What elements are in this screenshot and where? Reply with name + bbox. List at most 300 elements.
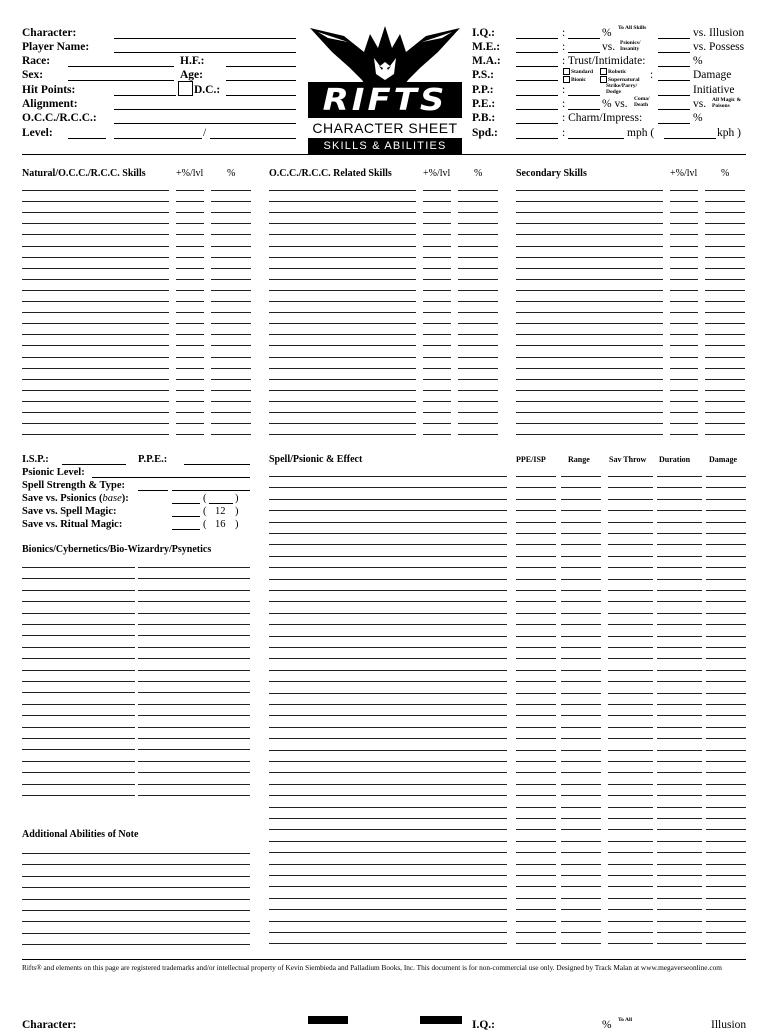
spell-name-field[interactable]	[269, 499, 507, 500]
spell-damage-field[interactable]	[706, 875, 746, 876]
spell-cost-field[interactable]	[516, 864, 556, 865]
natural-skill-pct-field[interactable]	[211, 323, 251, 324]
related-skill-bonus-field[interactable]	[423, 412, 451, 413]
related-skill-name-field[interactable]	[269, 234, 416, 235]
pe-magic-field[interactable]	[658, 109, 690, 110]
additional-ability-field[interactable]	[22, 876, 250, 877]
ma-field[interactable]	[516, 66, 558, 67]
spell-name-field[interactable]	[269, 886, 507, 887]
ps-damage-field[interactable]	[658, 80, 690, 81]
ps-option-bionic[interactable]: Bionic	[563, 76, 586, 83]
spell-cost-field[interactable]	[516, 556, 556, 557]
related-skill-name-field[interactable]	[269, 334, 416, 335]
spell-save-field[interactable]	[608, 784, 653, 785]
spell-duration-field[interactable]	[657, 476, 702, 477]
spell-name-field[interactable]	[269, 852, 507, 853]
secondary-skill-pct-field[interactable]	[705, 201, 745, 202]
spell-damage-field[interactable]	[706, 704, 746, 705]
spell-range-field[interactable]	[561, 909, 601, 910]
spell-save-field[interactable]	[608, 510, 653, 511]
bionics-right-field[interactable]	[138, 670, 250, 671]
additional-ability-field[interactable]	[22, 933, 250, 934]
spell-save-field[interactable]	[608, 841, 653, 842]
spell-range-field[interactable]	[561, 510, 601, 511]
spell-duration-field[interactable]	[657, 818, 702, 819]
spell-range-field[interactable]	[561, 784, 601, 785]
natural-skill-name-field[interactable]	[22, 401, 169, 402]
spell-cost-field[interactable]	[516, 693, 556, 694]
spell-duration-field[interactable]	[657, 522, 702, 523]
natural-skill-name-field[interactable]	[22, 323, 169, 324]
related-skill-bonus-field[interactable]	[423, 290, 451, 291]
spell-save-field[interactable]	[608, 556, 653, 557]
bionics-left-field[interactable]	[22, 738, 135, 739]
pe-field[interactable]	[516, 109, 558, 110]
spell-duration-field[interactable]	[657, 624, 702, 625]
spell-damage-field[interactable]	[706, 510, 746, 511]
spell-range-field[interactable]	[561, 727, 601, 728]
bionics-right-field[interactable]	[138, 727, 250, 728]
spell-name-field[interactable]	[269, 898, 507, 899]
spell-name-field[interactable]	[269, 590, 507, 591]
spell-type-field[interactable]	[172, 490, 250, 491]
dc-field[interactable]	[226, 95, 296, 96]
bionics-left-field[interactable]	[22, 601, 135, 602]
spell-name-field[interactable]	[269, 841, 507, 842]
secondary-skill-bonus-field[interactable]	[670, 323, 698, 324]
related-skill-name-field[interactable]	[269, 390, 416, 391]
spell-duration-field[interactable]	[657, 795, 702, 796]
secondary-skill-name-field[interactable]	[516, 257, 663, 258]
spell-range-field[interactable]	[561, 658, 601, 659]
spell-duration-field[interactable]	[657, 715, 702, 716]
spell-range-field[interactable]	[561, 613, 601, 614]
save-psionics-base-line[interactable]	[209, 503, 233, 504]
secondary-skill-name-field[interactable]	[516, 190, 663, 191]
spell-range-field[interactable]	[561, 533, 601, 534]
spell-range-field[interactable]	[561, 898, 601, 899]
secondary-skill-pct-field[interactable]	[705, 246, 745, 247]
spell-cost-field[interactable]	[516, 567, 556, 568]
spell-duration-field[interactable]	[657, 556, 702, 557]
spell-save-field[interactable]	[608, 613, 653, 614]
secondary-skill-name-field[interactable]	[516, 368, 663, 369]
related-skill-name-field[interactable]	[269, 379, 416, 380]
related-skill-bonus-field[interactable]	[423, 323, 451, 324]
spell-range-field[interactable]	[561, 921, 601, 922]
natural-skill-pct-field[interactable]	[211, 279, 251, 280]
spell-damage-field[interactable]	[706, 795, 746, 796]
natural-skill-pct-field[interactable]	[211, 334, 251, 335]
spell-name-field[interactable]	[269, 556, 507, 557]
spell-cost-field[interactable]	[516, 932, 556, 933]
spell-duration-field[interactable]	[657, 841, 702, 842]
bionics-right-field[interactable]	[138, 647, 250, 648]
secondary-skill-bonus-field[interactable]	[670, 345, 698, 346]
spell-damage-field[interactable]	[706, 852, 746, 853]
ps-field[interactable]	[516, 80, 558, 81]
spell-duration-field[interactable]	[657, 738, 702, 739]
secondary-skill-pct-field[interactable]	[705, 268, 745, 269]
secondary-skill-pct-field[interactable]	[705, 223, 745, 224]
spell-damage-field[interactable]	[706, 898, 746, 899]
spell-save-field[interactable]	[608, 487, 653, 488]
spell-damage-field[interactable]	[706, 807, 746, 808]
spell-save-field[interactable]	[608, 750, 653, 751]
spell-name-field[interactable]	[269, 579, 507, 580]
spell-name-field[interactable]	[269, 624, 507, 625]
spell-save-field[interactable]	[608, 829, 653, 830]
spell-cost-field[interactable]	[516, 898, 556, 899]
spell-duration-field[interactable]	[657, 921, 702, 922]
bionics-right-field[interactable]	[138, 681, 250, 682]
spell-name-field[interactable]	[269, 784, 507, 785]
spell-range-field[interactable]	[561, 670, 601, 671]
related-skill-name-field[interactable]	[269, 401, 416, 402]
natural-skill-bonus-field[interactable]	[176, 290, 204, 291]
ps-option-robotic[interactable]: Robotic	[600, 68, 626, 75]
bionics-right-field[interactable]	[138, 590, 250, 591]
natural-skill-name-field[interactable]	[22, 334, 169, 335]
natural-skill-name-field[interactable]	[22, 279, 169, 280]
secondary-skill-bonus-field[interactable]	[670, 190, 698, 191]
spell-name-field[interactable]	[269, 715, 507, 716]
bionics-left-field[interactable]	[22, 784, 135, 785]
bionics-right-field[interactable]	[138, 749, 250, 750]
related-skill-bonus-field[interactable]	[423, 212, 451, 213]
spell-damage-field[interactable]	[706, 681, 746, 682]
natural-skill-bonus-field[interactable]	[176, 390, 204, 391]
related-skill-pct-field[interactable]	[458, 212, 498, 213]
bionics-right-field[interactable]	[138, 658, 250, 659]
natural-skill-pct-field[interactable]	[211, 268, 251, 269]
spell-name-field[interactable]	[269, 738, 507, 739]
secondary-skill-name-field[interactable]	[516, 334, 663, 335]
spell-name-field[interactable]	[269, 704, 507, 705]
natural-skill-bonus-field[interactable]	[176, 257, 204, 258]
additional-ability-field[interactable]	[22, 944, 250, 945]
spell-duration-field[interactable]	[657, 932, 702, 933]
spell-cost-field[interactable]	[516, 579, 556, 580]
spell-duration-field[interactable]	[657, 909, 702, 910]
secondary-skill-pct-field[interactable]	[705, 379, 745, 380]
spell-name-field[interactable]	[269, 921, 507, 922]
natural-skill-pct-field[interactable]	[211, 357, 251, 358]
bionics-left-field[interactable]	[22, 749, 135, 750]
related-skill-pct-field[interactable]	[458, 290, 498, 291]
related-skill-name-field[interactable]	[269, 423, 416, 424]
natural-skill-name-field[interactable]	[22, 212, 169, 213]
bionics-right-field[interactable]	[138, 692, 250, 693]
spell-range-field[interactable]	[561, 715, 601, 716]
spell-range-field[interactable]	[561, 487, 601, 488]
natural-skill-pct-field[interactable]	[211, 290, 251, 291]
related-skill-name-field[interactable]	[269, 212, 416, 213]
spell-name-field[interactable]	[269, 636, 507, 637]
natural-skill-bonus-field[interactable]	[176, 368, 204, 369]
bionics-right-field[interactable]	[138, 784, 250, 785]
related-skill-name-field[interactable]	[269, 323, 416, 324]
spell-duration-field[interactable]	[657, 636, 702, 637]
secondary-skill-pct-field[interactable]	[705, 290, 745, 291]
spell-name-field[interactable]	[269, 544, 507, 545]
spell-cost-field[interactable]	[516, 772, 556, 773]
secondary-skill-pct-field[interactable]	[705, 312, 745, 313]
spell-cost-field[interactable]	[516, 886, 556, 887]
spell-range-field[interactable]	[561, 864, 601, 865]
spell-save-field[interactable]	[608, 932, 653, 933]
spell-strength-field[interactable]	[138, 490, 168, 491]
spell-name-field[interactable]	[269, 772, 507, 773]
bionics-left-field[interactable]	[22, 670, 135, 671]
bionics-right-field[interactable]	[138, 624, 250, 625]
spell-save-field[interactable]	[608, 772, 653, 773]
natural-skill-name-field[interactable]	[22, 423, 169, 424]
bionics-right-field[interactable]	[138, 738, 250, 739]
bionics-right-field[interactable]	[138, 635, 250, 636]
spell-damage-field[interactable]	[706, 864, 746, 865]
race-field[interactable]	[68, 66, 174, 67]
bionics-left-field[interactable]	[22, 772, 135, 773]
natural-skill-bonus-field[interactable]	[176, 201, 204, 202]
spell-save-field[interactable]	[608, 533, 653, 534]
spell-save-field[interactable]	[608, 647, 653, 648]
spell-damage-field[interactable]	[706, 658, 746, 659]
spell-damage-field[interactable]	[706, 670, 746, 671]
secondary-skill-bonus-field[interactable]	[670, 246, 698, 247]
natural-skill-pct-field[interactable]	[211, 190, 251, 191]
spell-range-field[interactable]	[561, 624, 601, 625]
spell-duration-field[interactable]	[657, 875, 702, 876]
save-psionics-field[interactable]	[172, 503, 200, 504]
spell-cost-field[interactable]	[516, 658, 556, 659]
bionics-right-field[interactable]	[138, 704, 250, 705]
spell-cost-field[interactable]	[516, 750, 556, 751]
related-skill-pct-field[interactable]	[458, 390, 498, 391]
spell-range-field[interactable]	[561, 772, 601, 773]
spell-save-field[interactable]	[608, 636, 653, 637]
natural-skill-bonus-field[interactable]	[176, 401, 204, 402]
related-skill-bonus-field[interactable]	[423, 357, 451, 358]
hit-points-field[interactable]	[114, 95, 176, 96]
spell-cost-field[interactable]	[516, 727, 556, 728]
hf-field[interactable]	[226, 66, 296, 67]
secondary-skill-pct-field[interactable]	[705, 401, 745, 402]
spell-damage-field[interactable]	[706, 818, 746, 819]
spell-name-field[interactable]	[269, 670, 507, 671]
secondary-skill-bonus-field[interactable]	[670, 379, 698, 380]
spell-duration-field[interactable]	[657, 533, 702, 534]
spell-duration-field[interactable]	[657, 807, 702, 808]
secondary-skill-name-field[interactable]	[516, 268, 663, 269]
secondary-skill-pct-field[interactable]	[705, 368, 745, 369]
spell-name-field[interactable]	[269, 909, 507, 910]
secondary-skill-pct-field[interactable]	[705, 257, 745, 258]
secondary-skill-bonus-field[interactable]	[670, 357, 698, 358]
spell-damage-field[interactable]	[706, 533, 746, 534]
spell-save-field[interactable]	[608, 590, 653, 591]
spell-damage-field[interactable]	[706, 613, 746, 614]
natural-skill-name-field[interactable]	[22, 312, 169, 313]
bionics-right-field[interactable]	[138, 578, 250, 579]
pb-charm-field[interactable]	[658, 123, 690, 124]
natural-skill-pct-field[interactable]	[211, 368, 251, 369]
bionics-right-field[interactable]	[138, 613, 250, 614]
secondary-skill-bonus-field[interactable]	[670, 212, 698, 213]
spell-cost-field[interactable]	[516, 784, 556, 785]
bionics-right-field[interactable]	[138, 567, 250, 568]
related-skill-pct-field[interactable]	[458, 268, 498, 269]
me-possess-field[interactable]	[658, 52, 690, 53]
spell-cost-field[interactable]	[516, 601, 556, 602]
spell-name-field[interactable]	[269, 601, 507, 602]
related-skill-pct-field[interactable]	[458, 379, 498, 380]
related-skill-bonus-field[interactable]	[423, 301, 451, 302]
spell-name-field[interactable]	[269, 761, 507, 762]
spell-duration-field[interactable]	[657, 784, 702, 785]
spell-range-field[interactable]	[561, 943, 601, 944]
spell-save-field[interactable]	[608, 476, 653, 477]
natural-skill-name-field[interactable]	[22, 246, 169, 247]
related-skill-name-field[interactable]	[269, 223, 416, 224]
related-skill-name-field[interactable]	[269, 257, 416, 258]
bionics-left-field[interactable]	[22, 578, 135, 579]
spell-save-field[interactable]	[608, 886, 653, 887]
spell-save-field[interactable]	[608, 852, 653, 853]
spell-damage-field[interactable]	[706, 772, 746, 773]
related-skill-pct-field[interactable]	[458, 279, 498, 280]
spell-duration-field[interactable]	[657, 898, 702, 899]
spd-field[interactable]	[516, 138, 558, 139]
spell-range-field[interactable]	[561, 738, 601, 739]
natural-skill-bonus-field[interactable]	[176, 412, 204, 413]
secondary-skill-name-field[interactable]	[516, 434, 663, 435]
spell-name-field[interactable]	[269, 613, 507, 614]
spell-save-field[interactable]	[608, 807, 653, 808]
spell-duration-field[interactable]	[657, 590, 702, 591]
spell-name-field[interactable]	[269, 487, 507, 488]
natural-skill-name-field[interactable]	[22, 201, 169, 202]
spell-damage-field[interactable]	[706, 886, 746, 887]
spell-range-field[interactable]	[561, 476, 601, 477]
level-field[interactable]	[68, 138, 106, 139]
iq-bonus-field[interactable]	[568, 38, 600, 39]
occ-rcc-field[interactable]	[114, 123, 296, 124]
spell-range-field[interactable]	[561, 522, 601, 523]
related-skill-pct-field[interactable]	[458, 368, 498, 369]
related-skill-name-field[interactable]	[269, 279, 416, 280]
isp-field[interactable]	[62, 464, 126, 465]
spell-name-field[interactable]	[269, 693, 507, 694]
natural-skill-name-field[interactable]	[22, 301, 169, 302]
secondary-skill-name-field[interactable]	[516, 279, 663, 280]
secondary-skill-bonus-field[interactable]	[670, 234, 698, 235]
spell-range-field[interactable]	[561, 544, 601, 545]
spell-name-field[interactable]	[269, 932, 507, 933]
related-skill-bonus-field[interactable]	[423, 423, 451, 424]
spell-name-field[interactable]	[269, 567, 507, 568]
spell-duration-field[interactable]	[657, 864, 702, 865]
spell-cost-field[interactable]	[516, 533, 556, 534]
spell-duration-field[interactable]	[657, 567, 702, 568]
spell-duration-field[interactable]	[657, 613, 702, 614]
spell-damage-field[interactable]	[706, 476, 746, 477]
related-skill-name-field[interactable]	[269, 368, 416, 369]
secondary-skill-pct-field[interactable]	[705, 279, 745, 280]
secondary-skill-name-field[interactable]	[516, 423, 663, 424]
spell-range-field[interactable]	[561, 693, 601, 694]
natural-skill-bonus-field[interactable]	[176, 345, 204, 346]
related-skill-pct-field[interactable]	[458, 201, 498, 202]
spell-range-field[interactable]	[561, 875, 601, 876]
spell-cost-field[interactable]	[516, 807, 556, 808]
bionics-left-field[interactable]	[22, 715, 135, 716]
iq-illusion-field[interactable]	[658, 38, 690, 39]
spell-duration-field[interactable]	[657, 510, 702, 511]
ppe-field[interactable]	[184, 464, 250, 465]
spell-duration-field[interactable]	[657, 750, 702, 751]
secondary-skill-bonus-field[interactable]	[670, 223, 698, 224]
spell-damage-field[interactable]	[706, 647, 746, 648]
natural-skill-name-field[interactable]	[22, 290, 169, 291]
spell-duration-field[interactable]	[657, 670, 702, 671]
natural-skill-name-field[interactable]	[22, 390, 169, 391]
related-skill-bonus-field[interactable]	[423, 345, 451, 346]
spell-cost-field[interactable]	[516, 738, 556, 739]
secondary-skill-name-field[interactable]	[516, 312, 663, 313]
spell-save-field[interactable]	[608, 875, 653, 876]
spell-duration-field[interactable]	[657, 658, 702, 659]
spell-range-field[interactable]	[561, 704, 601, 705]
spell-range-field[interactable]	[561, 841, 601, 842]
secondary-skill-name-field[interactable]	[516, 234, 663, 235]
bionics-left-field[interactable]	[22, 727, 135, 728]
spell-cost-field[interactable]	[516, 818, 556, 819]
related-skill-bonus-field[interactable]	[423, 368, 451, 369]
natural-skill-bonus-field[interactable]	[176, 434, 204, 435]
spell-name-field[interactable]	[269, 476, 507, 477]
spell-name-field[interactable]	[269, 943, 507, 944]
spell-damage-field[interactable]	[706, 624, 746, 625]
bionics-left-field[interactable]	[22, 613, 135, 614]
natural-skill-pct-field[interactable]	[211, 401, 251, 402]
hit-points-checkbox[interactable]	[178, 81, 193, 96]
spell-duration-field[interactable]	[657, 727, 702, 728]
spell-cost-field[interactable]	[516, 590, 556, 591]
me-psionics-field[interactable]	[568, 52, 600, 53]
spell-range-field[interactable]	[561, 818, 601, 819]
spell-save-field[interactable]	[608, 693, 653, 694]
natural-skill-bonus-field[interactable]	[176, 301, 204, 302]
spell-damage-field[interactable]	[706, 921, 746, 922]
secondary-skill-pct-field[interactable]	[705, 323, 745, 324]
secondary-skill-pct-field[interactable]	[705, 301, 745, 302]
related-skill-bonus-field[interactable]	[423, 312, 451, 313]
pp-initiative-field[interactable]	[658, 95, 690, 96]
spell-damage-field[interactable]	[706, 841, 746, 842]
save-psionics-base-field[interactable]: (	[203, 493, 207, 504]
secondary-skill-pct-field[interactable]	[705, 345, 745, 346]
psionic-level-field[interactable]	[92, 477, 250, 478]
spell-cost-field[interactable]	[516, 943, 556, 944]
related-skill-pct-field[interactable]	[458, 323, 498, 324]
sex-field[interactable]	[68, 80, 174, 81]
spell-damage-field[interactable]	[706, 636, 746, 637]
spell-cost-field[interactable]	[516, 704, 556, 705]
ma-trust-field[interactable]	[658, 66, 690, 67]
bionics-left-field[interactable]	[22, 567, 135, 568]
spell-range-field[interactable]	[561, 795, 601, 796]
